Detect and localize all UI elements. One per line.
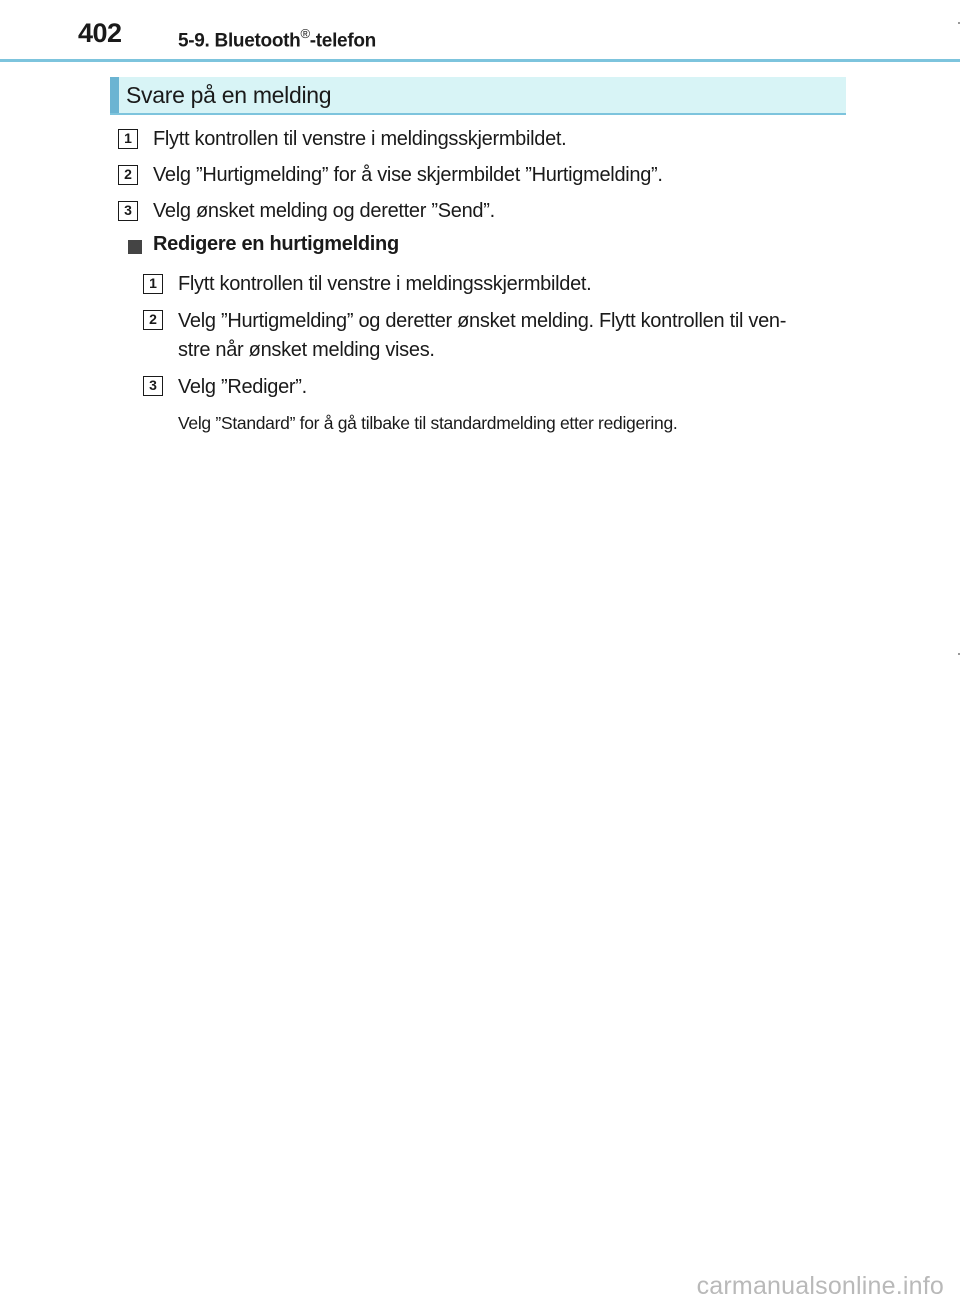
page-header [0, 0, 960, 64]
chapter-title-prefix: 5-9. Bluetooth [178, 30, 301, 52]
step-number-badge: 2 [143, 310, 163, 330]
step-number-badge: 3 [143, 376, 163, 396]
step-number-badge: 1 [118, 129, 138, 149]
chapter-title [178, 27, 376, 52]
step-number-badge: 1 [143, 274, 163, 294]
step-text-line-2: stre når ønsket melding vises. [178, 339, 435, 361]
step-text: Velg ønsket melding og deretter ”Send”. [153, 200, 495, 222]
step-text: Velg ”Rediger”. [178, 376, 307, 398]
section-title: Svare på en melding [126, 82, 332, 108]
registered-mark: ® [300, 26, 310, 41]
chapter-title-suffix: -telefon [309, 30, 376, 52]
watermark: carmanualsonline.info [696, 1272, 944, 1300]
step-text: Velg ”Hurtigmelding” for å vise skjermbildet ”Hurtigmelding”. [153, 164, 663, 186]
header-rule [0, 59, 960, 62]
note-text: Velg ”Standard” for å gå tilbake til standardmelding etter redigering. [178, 413, 678, 433]
step-number-badge: 2 [118, 165, 138, 185]
step-text-line-1: Velg ”Hurtigmelding” og deretter ønsket melding. Flytt kontrollen til ven- [178, 310, 787, 332]
section-accent-bar [110, 77, 119, 113]
step-text: Flytt kontrollen til venstre i meldingsskjermbildet. [153, 128, 567, 150]
page-number: 402 [78, 18, 122, 48]
section-heading-box [110, 77, 846, 115]
subsection-square-icon [128, 240, 142, 254]
step-text: Flytt kontrollen til venstre i meldingsskjermbildet. [178, 273, 592, 295]
subsection-title: Redigere en hurtigmelding [153, 233, 399, 255]
step-number-badge: 3 [118, 201, 138, 221]
